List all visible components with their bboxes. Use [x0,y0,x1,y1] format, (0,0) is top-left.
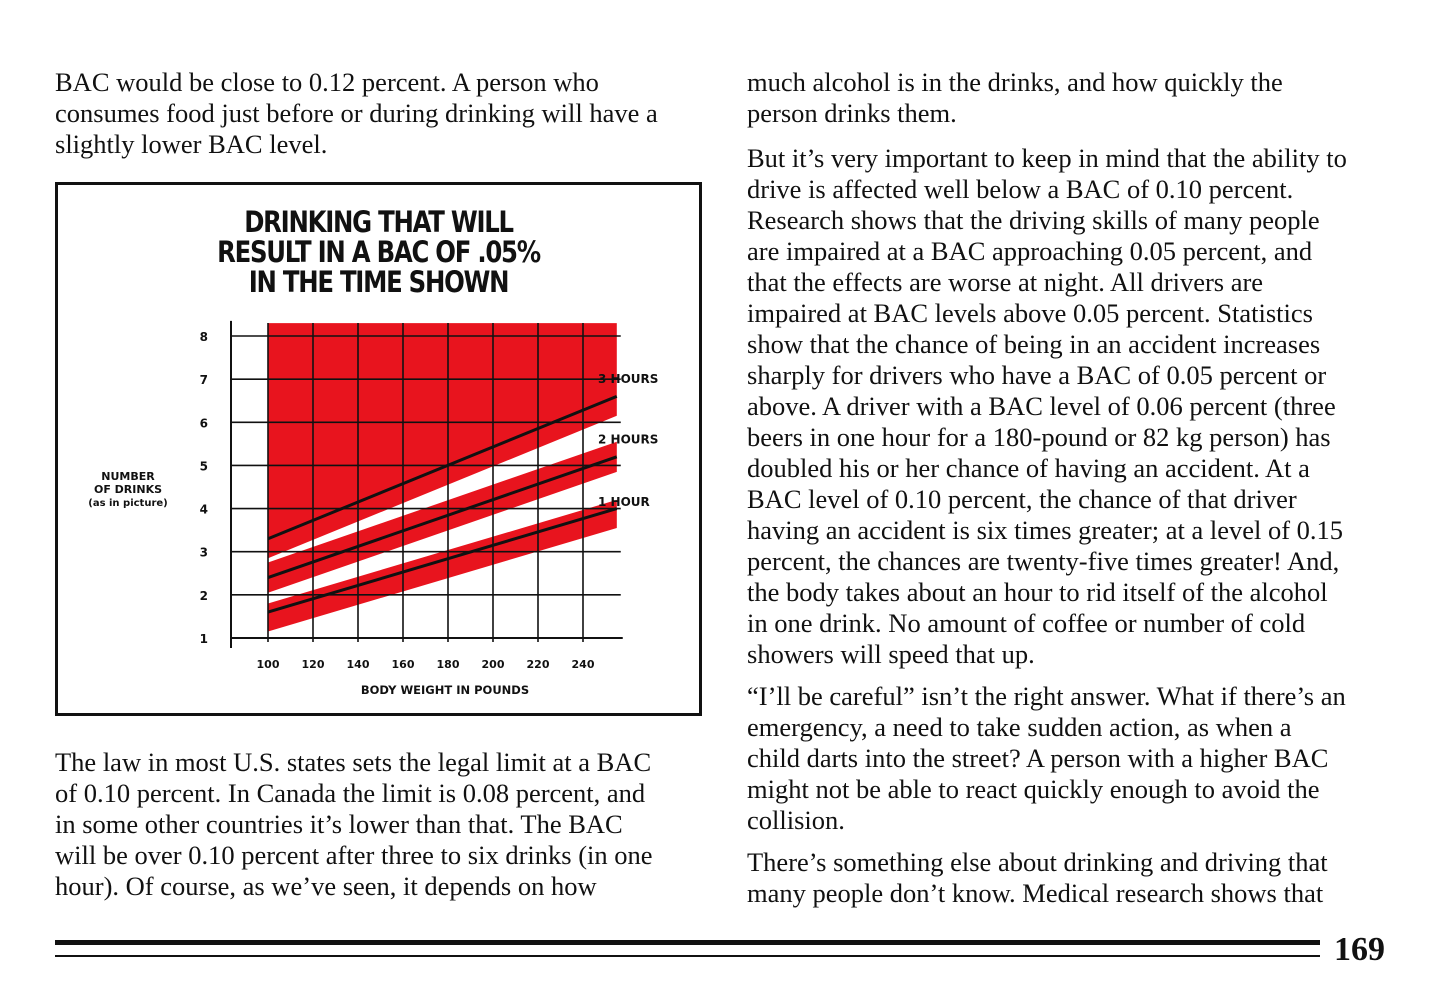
text-line: above. A driver with a BAC level of 0.06 percent (three [747,391,1336,421]
y-tick-label: 6 [199,416,208,431]
series-label: 2 HOURS [598,432,659,447]
text-line: in one drink. No amount of coffee or number of cold [747,608,1306,638]
text-line: many people don’t know. Medical research shows that [747,878,1324,908]
text-line: consumes food just before or during drinking will have a [55,98,658,128]
text-line: that the effects are worse at night. All drivers are [747,267,1264,297]
y-tick-label: 7 [199,373,208,388]
chart-plot [58,185,699,713]
text-line: might not be able to react quickly enough to avoid the [747,774,1320,804]
text-line: sharply for drivers who have a BAC of 0.05 percent or [747,360,1327,390]
page-number: 169 [1334,931,1385,968]
text-line: are impaired at a BAC approaching 0.05 percent, and [747,236,1313,266]
right-paragraph-4 [747,847,1328,909]
bac-chart-figure [55,182,702,716]
y-axis-label-line: OF DRINKS [93,483,163,496]
text-line: beers in one hour for a 180-pound or 82 kg person) has [747,422,1331,452]
footer-rule-thick [55,940,1320,945]
text-line: of 0.10 percent. In Canada the limit is 0.08 percent, and [55,778,646,808]
text-line: person drinks them. [747,98,957,128]
chart-title-line: IN THE TIME SHOWN [248,265,509,299]
text-line: show that the chance of being in an accident increases [747,329,1321,359]
chart-fills [268,323,617,631]
y-tick-label: 2 [199,588,208,603]
y-axis-label-line: NUMBER [101,470,155,483]
text-line: in some other countries it’s lower than that. The BAC [55,809,623,839]
right-paragraph-1 [747,67,1283,129]
text-line: the body takes about an hour to rid itself of the alcohol [747,577,1328,607]
left-paragraph-top [55,67,658,160]
series-label: 1 HOUR [598,495,650,510]
x-tick-label: 240 [571,658,595,671]
text-line: collision. [747,805,845,835]
text-line: much alcohol is in the drinks, and how quickly the [747,67,1283,97]
text-line: will be over 0.10 percent after three to six drinks (in one [55,840,653,870]
y-axis-label-line: (as in picture) [88,498,168,509]
text-line: child darts into the street? A person with a higher BAC [747,743,1329,773]
text-line: “I’ll be careful” isn’t the right answer. What if there’s an [747,681,1346,711]
x-tick-label: 120 [301,658,325,671]
x-tick-label: 180 [436,658,460,671]
text-line: drive is affected well below a BAC of 0.10 percent. [747,174,1294,204]
text-line: BAC level of 0.10 percent, the chance of that driver [747,484,1297,514]
text-line: showers will speed that up. [747,639,1035,669]
text-line: But it’s very important to keep in mind that the ability to [747,143,1347,173]
x-tick-label: 160 [391,658,415,671]
right-paragraph-3 [747,681,1346,836]
y-tick-label: 1 [199,632,208,646]
chart-title-line: RESULT IN A BAC OF .05% [217,235,540,269]
text-line: There’s something else about drinking and driving that [747,847,1328,877]
y-tick-label: 3 [199,545,208,560]
x-tick-label: 200 [481,658,505,671]
footer-rule-thin [55,955,1320,957]
text-line: doubled his or her chance of having an accident. At a [747,453,1310,483]
text-line: percent, the chances are twenty-five times greater! And, [747,546,1340,576]
text-line: impaired at BAC levels above 0.05 percent. Statistics [747,298,1313,328]
right-paragraph-2 [747,143,1347,670]
text-line: Research shows that the driving skills of many people [747,205,1320,235]
text-line: hour). Of course, as we’ve seen, it depends on how [55,871,597,901]
text-line: The law in most U.S. states sets the legal limit at a BAC [55,747,652,777]
x-axis-label: BODY WEIGHT IN POUNDS [360,683,530,697]
text-line: slightly lower BAC level. [55,129,328,159]
footer-rules [55,940,1320,966]
x-tick-label: 220 [526,658,550,671]
text-line: BAC would be close to 0.12 percent. A person who [55,67,599,97]
y-tick-label: 8 [199,330,208,344]
y-tick-label: 5 [199,459,208,474]
text-line: having an accident is six times greater; at a level of 0.15 [747,515,1344,545]
left-paragraph-bottom [55,747,653,902]
y-tick-label: 4 [199,502,208,517]
chart-title-line: DRINKING THAT WILL [244,205,513,239]
x-tick-label: 100 [256,658,280,671]
series-label: 3 HOURS [598,372,659,387]
text-line: emergency, a need to take sudden action, as when a [747,712,1292,742]
x-tick-label: 140 [346,658,370,671]
